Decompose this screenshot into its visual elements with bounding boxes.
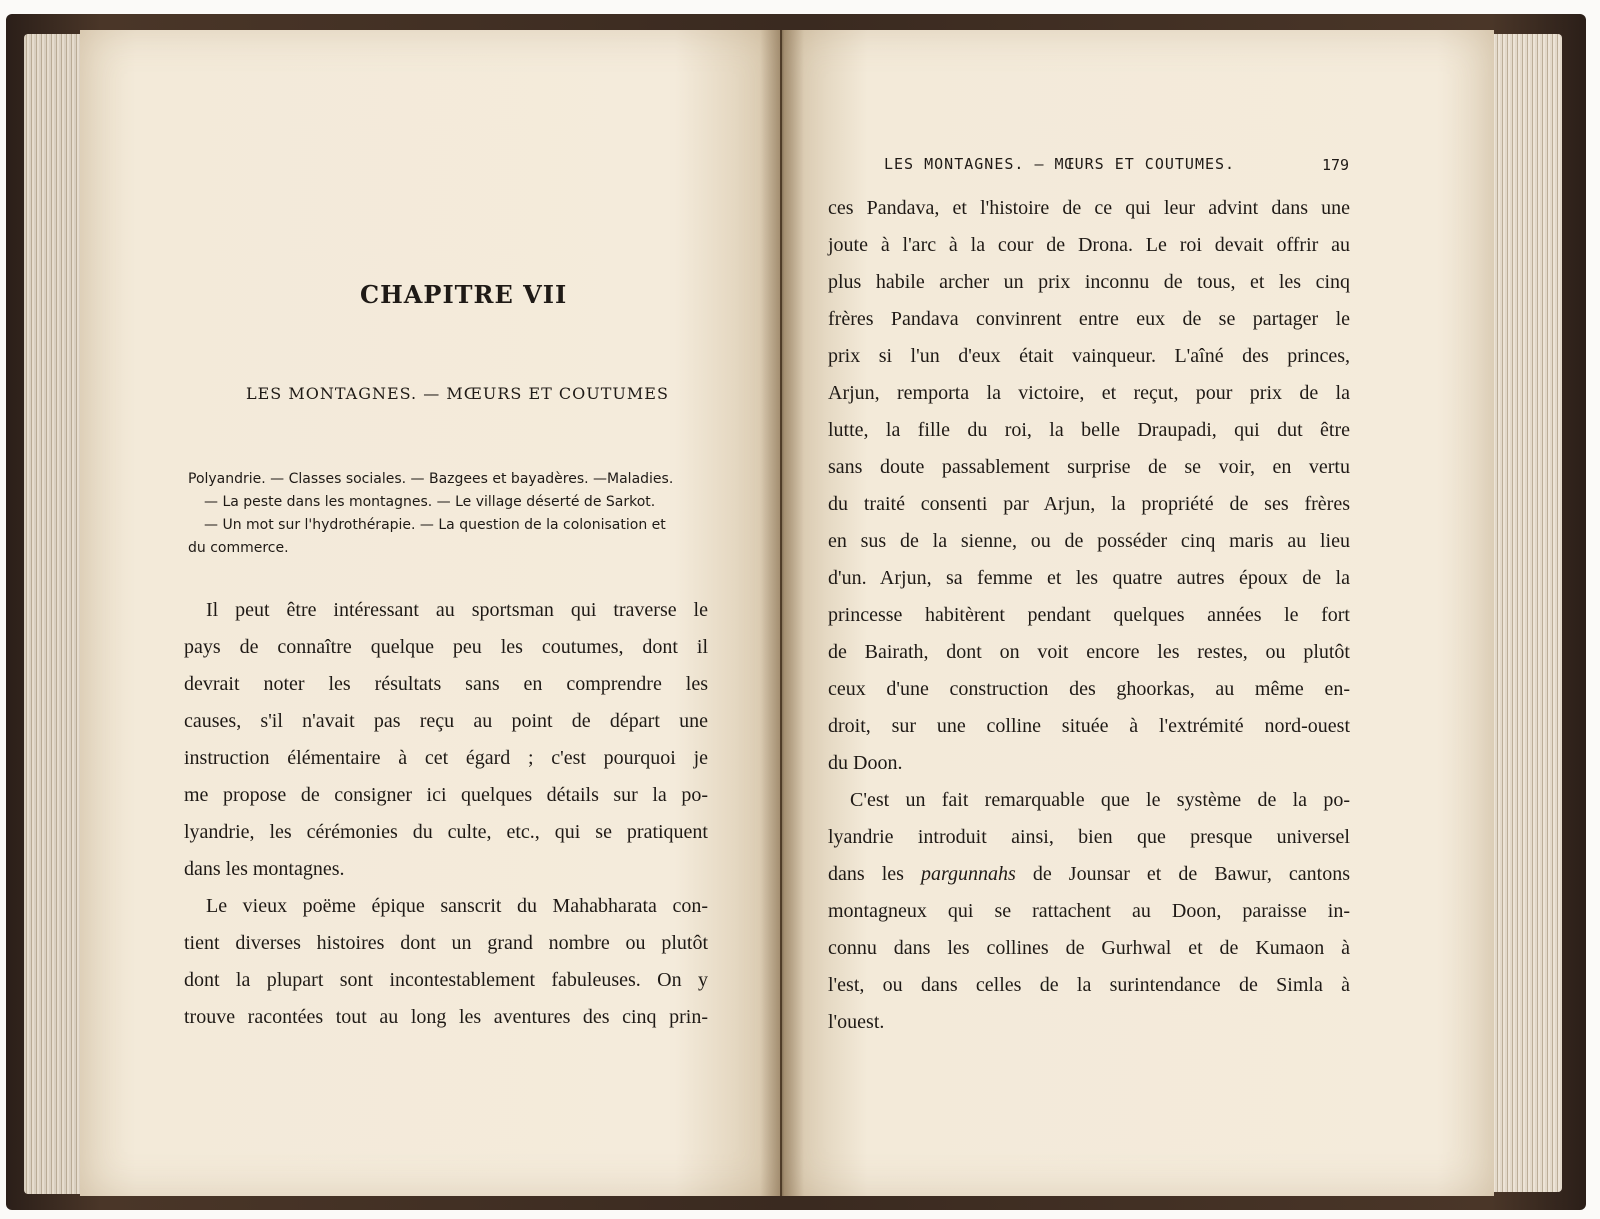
text-line: l'est, ou dans celles de la surintendance de Simla à xyxy=(828,974,1350,996)
text-line: joute à l'arc à la cour de Drona. Le roi devait offrir au xyxy=(828,234,1350,256)
text-line: lutte, la fille du roi, la belle Draupadi, qui dut être xyxy=(828,419,1350,441)
text-line: plus habile archer un prix inconnu de tous, et les cinq xyxy=(828,271,1350,293)
text-fragment: de Jounsar et de Bawur, cantons xyxy=(1015,863,1350,885)
text-line: d'un. Arjun, sa femme et les quatre autres époux de la xyxy=(828,567,1350,589)
summary-line: du commerce. xyxy=(188,540,289,556)
left-page-body xyxy=(184,592,708,1036)
text-line: en sus de la sienne, ou de posséder cinq maris au lieu xyxy=(828,530,1350,552)
text-line: frères Pandava convinrent entre eux de se partager le xyxy=(828,308,1350,330)
text-line: Il peut être intéressant au sportsman qui traverse le xyxy=(206,599,708,621)
text-line xyxy=(828,856,1350,893)
text-line: dont la plupart sont incontestablement fabuleuses. On y xyxy=(184,969,708,991)
text-line: trouve racontées tout au long les aventures des cinq prin- xyxy=(184,1006,708,1028)
text-line: devrait noter les résultats sans en comprendre les xyxy=(184,673,708,695)
right-page-edges xyxy=(1490,34,1562,1192)
text-line: C'est un fait remarquable que le système de la po- xyxy=(850,789,1350,811)
summary-line: Polyandrie. — Classes sociales. — Bazgees et bayadères. —Maladies. xyxy=(188,471,674,487)
text-line: lyandrie, les cérémonies du culte, etc., qui se pratiquent xyxy=(184,821,708,843)
text-line: instruction élémentaire à cet égard ; c'est pourquoi je xyxy=(184,747,708,769)
text-line: dans les montagnes. xyxy=(184,858,345,880)
page-number: 179 xyxy=(1322,156,1350,174)
text-line: causes, s'il n'avait pas reçu au point de départ une xyxy=(184,710,708,732)
chapter-subtitle: LES MONTAGNES. — MŒURS ET COUTUMES xyxy=(246,384,669,403)
summary-line: — Un mot sur l'hydrothérapie. — La question de la colonisation et xyxy=(204,517,666,533)
text-fragment: dans les xyxy=(828,863,921,885)
text-line: connu dans les collines de Gurhwal et de Kumaon à xyxy=(828,937,1350,959)
text-line: princesse habitèrent pendant quelques années le fort xyxy=(828,604,1350,626)
text-line: du Doon. xyxy=(828,752,903,774)
text-line: Le vieux poëme épique sanscrit du Mahabharata con- xyxy=(206,895,708,917)
text-line: montagneux qui se rattachent au Doon, paraisse in- xyxy=(828,900,1350,922)
chapter-summary xyxy=(188,468,718,560)
text-line: Arjun, remporta la victoire, et reçut, pour prix de la xyxy=(828,382,1350,404)
italic-term: pargunnahs xyxy=(920,863,1016,885)
chapter-title: CHAPITRE VII xyxy=(360,280,568,309)
right-page-body xyxy=(828,190,1350,1041)
text-line: sans doute passablement surprise de se voir, en vertu xyxy=(828,456,1350,478)
text-line: prix si l'un d'eux était vainqueur. L'aîné des princes, xyxy=(828,345,1350,367)
text-line: du traité consenti par Arjun, la propriété de ses frères xyxy=(828,493,1350,515)
running-head: LES MONTAGNES. — MŒURS ET COUTUMES. xyxy=(884,155,1236,173)
text-line: tient diverses histoires dont un grand nombre ou plutôt xyxy=(184,932,708,954)
text-line: lyandrie introduit ainsi, bien que presque universel xyxy=(828,826,1350,848)
text-line: me propose de consigner ici quelques détails sur la po- xyxy=(184,784,708,806)
text-line: l'ouest. xyxy=(828,1011,885,1033)
book-gutter xyxy=(760,30,804,1196)
text-line: ces Pandava, et l'histoire de ce qui leur advint dans une xyxy=(828,197,1350,219)
text-line: ceux d'une construction des ghoorkas, au même en- xyxy=(828,678,1350,700)
text-line: de Bairath, dont on voit encore les restes, ou plutôt xyxy=(828,641,1350,663)
text-line: droit, sur une colline située à l'extrémité nord-ouest xyxy=(828,715,1350,737)
text-line: pays de connaître quelque peu les coutumes, dont il xyxy=(184,636,708,658)
summary-line: — La peste dans les montagnes. — Le village déserté de Sarkot. xyxy=(204,494,656,510)
left-page-edges xyxy=(24,34,84,1194)
